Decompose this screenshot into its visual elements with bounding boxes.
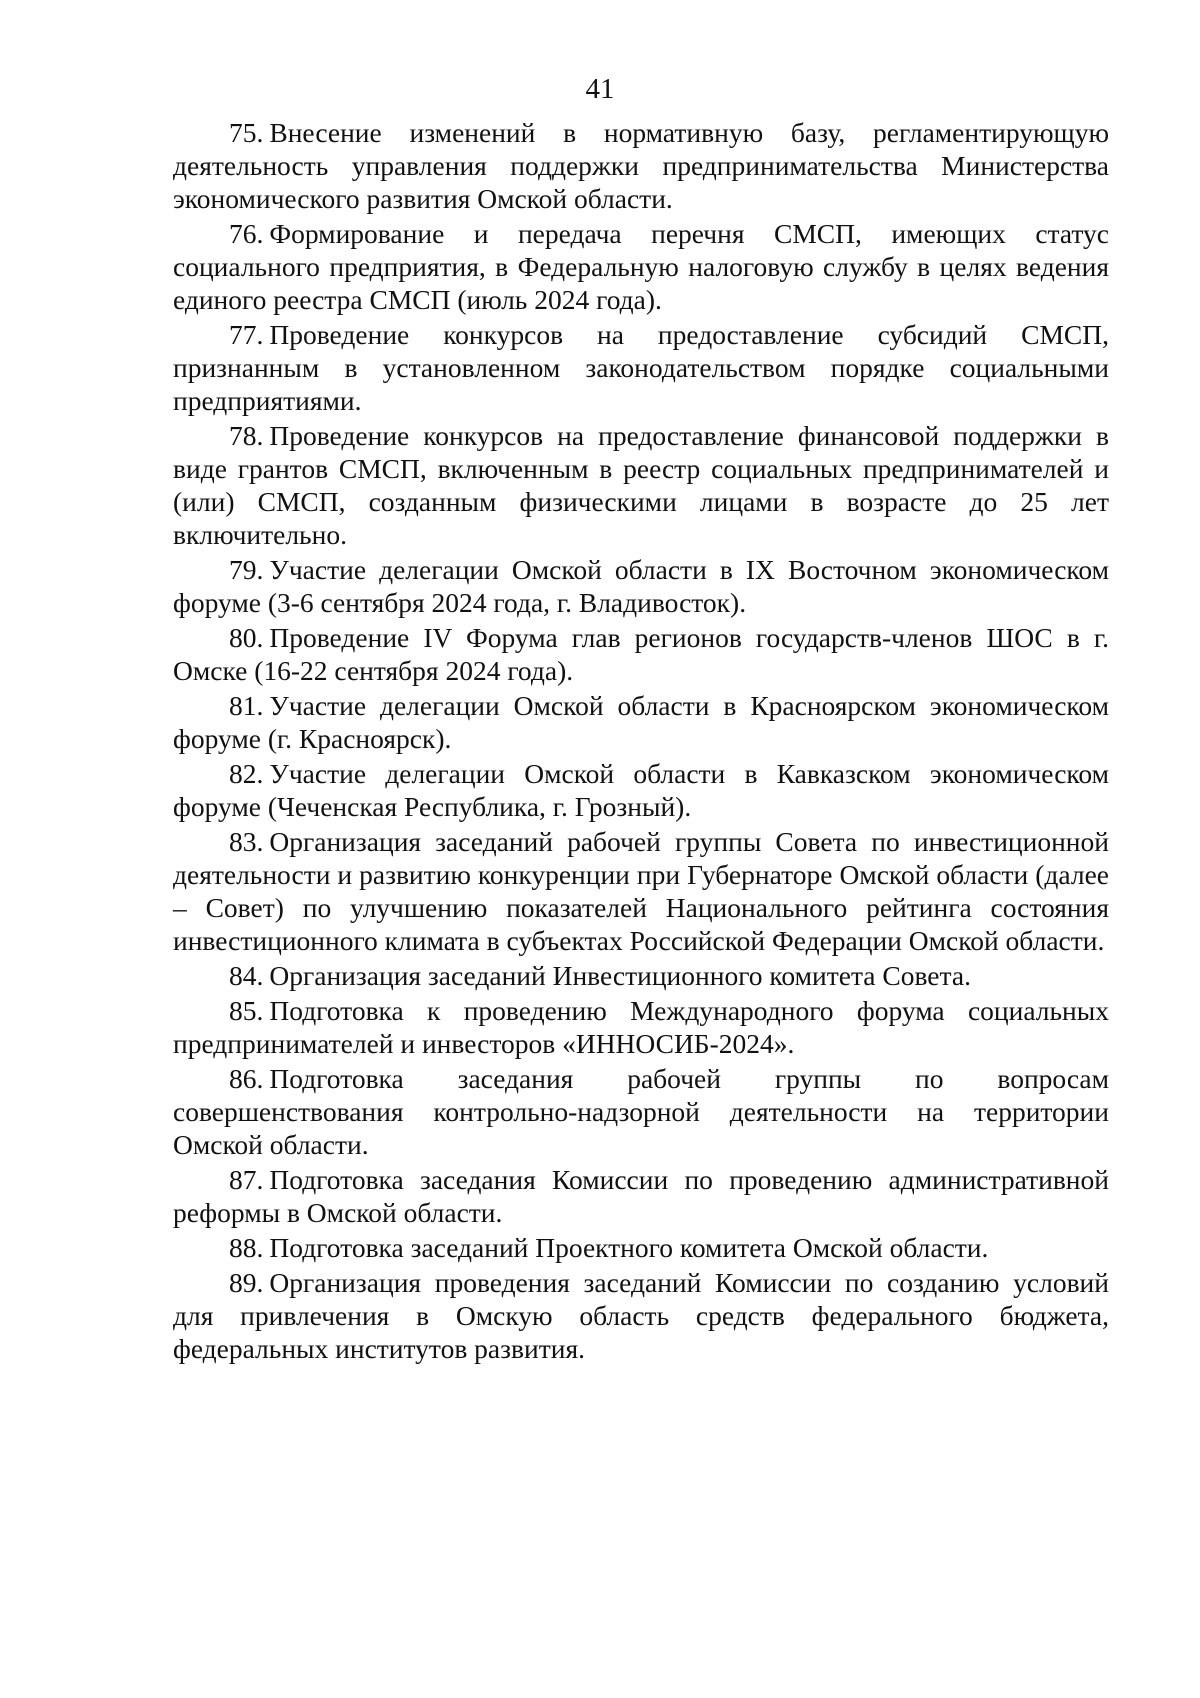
item-text: Организация проведения заседаний Комиссии по созданию условий для привлечения в Омскую область средств федерального бюджета, федеральных институтов развития. bbox=[173, 1267, 1109, 1364]
item-text: Подготовка заседания Комиссии по проведению административной реформы в Омской области. bbox=[173, 1164, 1109, 1228]
list-item bbox=[173, 689, 1109, 755]
item-number: 83. bbox=[229, 826, 264, 857]
list-item bbox=[173, 621, 1109, 687]
item-number: 80. bbox=[229, 622, 264, 653]
item-text: Организация заседаний рабочей группы Совета по инвестиционной деятельности и развитию конкуренции при Губернаторе Омской области (далее – Совет) по улучшению показателей Национального рейтинга состояния инвестиционного климата в субъектах Российской Федерации Омской области. bbox=[173, 826, 1109, 956]
page-number: 41 bbox=[585, 73, 615, 105]
item-number: 87. bbox=[229, 1164, 264, 1195]
item-text: Проведение IV Форума глав регионов государств-членов ШОС в г. Омске (16-22 сентября 2024 года). bbox=[173, 622, 1109, 686]
item-number: 84. bbox=[229, 960, 264, 991]
list-item bbox=[173, 1062, 1109, 1161]
item-text: Проведение конкурсов на предоставление субсидий СМСП, признанным в установленном законодательством порядке социальными предприятиями. bbox=[173, 319, 1109, 416]
item-text: Подготовка к проведению Международного форума социальных предпринимателей и инвесторов «ИННОСИБ-2024». bbox=[173, 995, 1109, 1059]
item-number: 85. bbox=[229, 995, 264, 1026]
item-number: 82. bbox=[229, 758, 264, 789]
item-text: Организация заседаний Инвестиционного комитета Совета. bbox=[269, 960, 971, 991]
item-number: 81. bbox=[229, 690, 264, 721]
list-item bbox=[173, 116, 1109, 215]
document-body bbox=[173, 116, 1109, 1367]
item-number: 86. bbox=[229, 1063, 264, 1094]
item-text: Участие делегации Омской области в Кавказском экономическом форуме (Чеченская Республика, г. Грозный). bbox=[173, 758, 1109, 822]
list-item bbox=[173, 1163, 1109, 1229]
item-text: Участие делегации Омской области в Красноярском экономическом форуме (г. Красноярск). bbox=[173, 690, 1109, 754]
list-item bbox=[173, 419, 1109, 551]
list-item bbox=[173, 994, 1109, 1060]
item-text: Подготовка заседания рабочей группы по вопросам совершенствования контрольно-надзорной деятельности на территории Омской области. bbox=[173, 1063, 1109, 1160]
list-item bbox=[173, 553, 1109, 619]
list-item bbox=[173, 1266, 1109, 1365]
item-number: 75. bbox=[229, 117, 264, 148]
item-text: Подготовка заседаний Проектного комитета Омской области. bbox=[269, 1232, 989, 1263]
item-number: 88. bbox=[229, 1232, 264, 1263]
item-number: 78. bbox=[229, 420, 264, 451]
item-text: Участие делегации Омской области в IX Восточном экономическом форуме (3-6 сентября 2024 года, г. Владивосток). bbox=[173, 554, 1109, 618]
item-text: Внесение изменений в нормативную базу, регламентирующую деятельность управления поддержки предпринимательства Министерства экономического развития Омской области. bbox=[173, 117, 1109, 214]
item-text: Формирование и передача перечня СМСП, имеющих статус социального предприятия, в Федеральную налоговую службу в целях ведения единого реестра СМСП (июль 2024 года). bbox=[173, 218, 1109, 315]
list-item bbox=[173, 959, 1109, 992]
item-number: 77. bbox=[229, 319, 264, 350]
list-item bbox=[173, 1231, 1109, 1264]
item-number: 79. bbox=[229, 554, 264, 585]
list-item bbox=[173, 825, 1109, 957]
item-text: Проведение конкурсов на предоставление финансовой поддержки в виде грантов СМСП, включенным в реестр социальных предпринимателей и (или) СМСП, созданным физическими лицами в возрасте до 25 лет включительно. bbox=[173, 420, 1109, 550]
list-item bbox=[173, 318, 1109, 417]
item-number: 76. bbox=[229, 218, 264, 249]
list-item bbox=[173, 217, 1109, 316]
list-item bbox=[173, 757, 1109, 823]
item-number: 89. bbox=[229, 1267, 264, 1298]
